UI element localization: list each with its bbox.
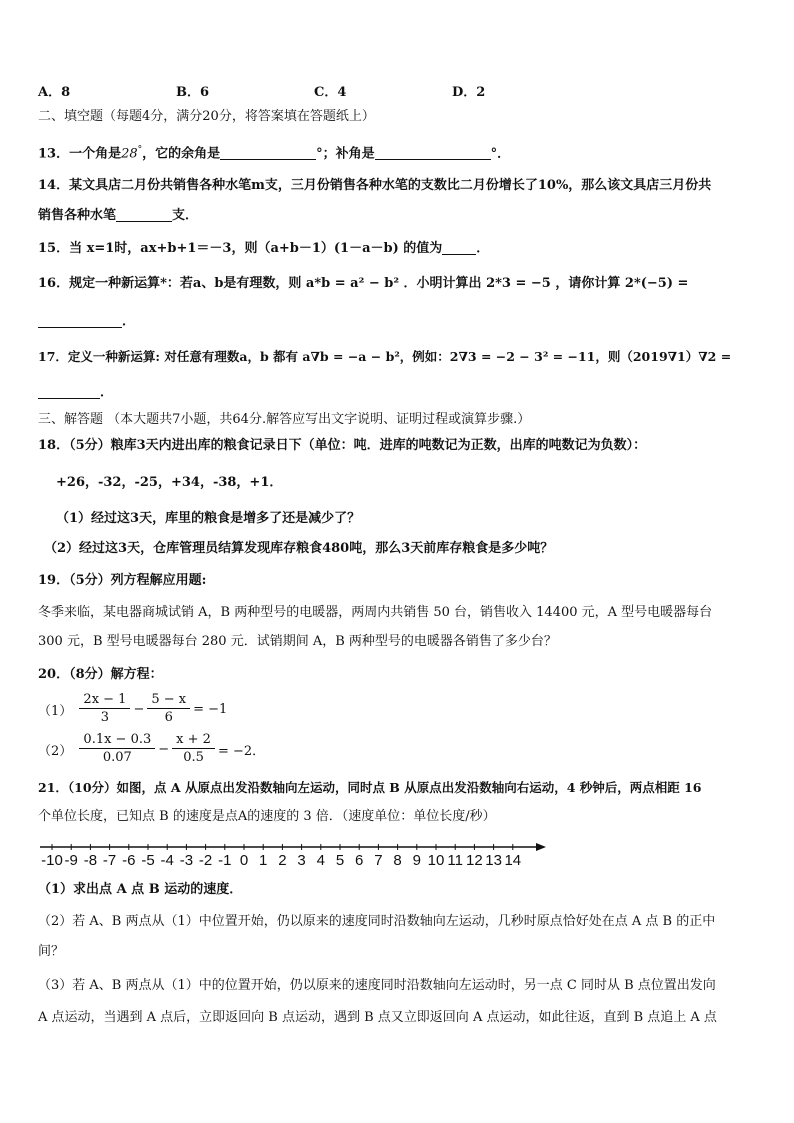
question-18-data: +26，-32，-25，+34，-38，+1． [56,475,283,490]
question-19-line1: 冬季来临，某电器商城试销 A，B 两种型号的电暖器，两周内共销售 50 台，销售收入 14400 元，A 型号电暖器每台 [38,605,713,620]
question-17-line1: 17．定义一种新运算: 对任意有理数a，b 都有 a∇b = −a − b²，例如：2∇3 = −2 − 3² = −11，则（2019∇1）∇2 = [38,349,732,364]
option-a: A．8 [38,85,71,100]
question-14-line1: 14．某文具店二月份共销售各种水笔m支，三月份销售各种水笔的支数比二月份增长了10%，那么该文具店三月份共 [38,178,712,193]
tick-label: 14 [504,852,522,868]
blank-q17[interactable] [38,384,100,399]
answer-options [38,83,590,103]
tick-label: 11 [447,852,463,868]
question-13: 13．一个角是28°，它的余角是 °；补角是 °． [38,145,511,162]
option-d: D．2 [452,85,486,100]
section-3-heading: 三、解答题 （本大题共7小题，共64分.解答应写出文字说明、证明过程或演算步骤.） [38,412,531,427]
tick-label: -7 [102,852,117,868]
question-21-line1: 21．（10分）如图，点 A 从原点出发沿数轴向左运动，同时点 B 从原点出发沿数轴向右运动，4 秒钟后，两点相距 16 [38,780,702,795]
section-2-heading: 二、填空题（每题4分，满分20分，将答案填在答题纸上） [38,109,375,124]
tick-label: 13 [485,852,502,868]
tick-label: -1 [218,852,232,868]
fraction: $\frac{x + 2}{0.5}$ [172,732,215,767]
question-16-line1: 16．规定一种新运算*：若a、b是有理数，则 a*b = a² − b² ．小明计算出 2*3 = −5 ，请你计算 2*(−5) = [38,276,689,291]
blank-q15[interactable] [442,240,476,255]
tick-label: 7 [374,852,383,868]
tick-label: 10 [427,852,445,868]
fraction: $\frac{5 - x}{6}$ [147,692,190,727]
question-21-part1: （1）求出点 A 点 B 运动的速度． [38,882,243,897]
tick-label: 4 [316,852,325,868]
tick-label: -3 [179,852,194,868]
tick-label: 2 [278,852,287,868]
question-16-line2: ． [38,312,135,332]
tick-label: 5 [335,852,345,868]
question-21-part2-line1: （2）若 A、B 两点从（1）中位置开始，仍以原来的速度同时沿数轴向左运动，几秒时原点恰好处在点 A 点 B 的正中 [38,914,716,929]
question-18-part1: （1）经过这3天，库里的粮食是增多了还是减少了？ [56,511,361,526]
question-18-part2: （2）经过这3天，仓库管理员结算发现库存粮食480吨，那么3天前库存粮食是多少吨？ [44,541,554,556]
tick-label: -4 [160,852,174,868]
question-18-title: 18．（5分）粮库3天内进出库的粮食记录日下（单位：吨．进库的吨数记为正数，出库的吨数记为负数）： [38,438,647,453]
tick-label: 0 [239,852,249,868]
question-19-line2: 300 元，B 型号电暖器每台 280 元．试销期间 A，B 两种型号的电暖器各销售了多少台？ [38,634,557,649]
equation-1: （1） $\frac{2x - 1}{3}$ − $\frac{5 - x}{6}$ = −1 [38,692,228,725]
question-19-title: 19．（5分）列方程解应用题: [38,573,207,588]
tick-label: -2 [198,852,213,868]
blank-complement[interactable] [220,145,316,160]
question-14-line2: 销售各种水笔 支． [38,208,199,223]
tick-label: -10 [41,852,63,868]
tick-label: 1 [259,852,268,868]
tick-label: 6 [355,852,364,868]
angle-value: 28 [121,146,138,162]
fraction: $\frac{0.1x - 0.3}{0.07}$ [79,732,155,767]
tick-label: 3 [297,852,306,868]
tick-label: -8 [83,852,98,868]
arrow-right-icon [536,843,546,851]
question-21-part2-line2: 间？ [38,944,65,959]
question-21-part3-line1: （3）若 A、B 两点从（1）中的位置开始，仍以原来的速度同时沿数轴向左运动时，另一点 C 同时从 B 点位置出发向 [38,978,716,993]
blank-q14[interactable] [116,207,172,222]
option-b: B．6 [176,85,210,100]
blank-q16[interactable] [38,313,122,328]
question-15: 15．当 x=1时，ax+b+1＝－3，则（a+b－1）(1－a－b) 的值为 ． [38,241,490,256]
question-20-title: 20．（8分）解方程： [38,667,163,682]
equation-2: （2） $\frac{0.1x - 0.3}{0.07}$ − $\frac{x + 2}{0.5}$ = −2． [38,732,266,765]
question-21-line2: 个单位长度，已知点 B 的速度是点A的速度的 3 倍．（速度单位：单位长度/秒） [38,809,496,824]
tick-label: -6 [122,852,136,868]
option-c: C．4 [314,85,347,100]
tick-label: 8 [393,852,402,868]
tick-label: -5 [141,852,155,868]
number-line [38,842,548,868]
fraction: $\frac{2x - 1}{3}$ [79,692,130,727]
tick-label: -9 [64,852,78,868]
blank-supplement[interactable] [375,145,491,160]
question-17-line2: ． [38,383,113,403]
tick-label: 9 [412,852,421,868]
tick-label: 12 [466,852,483,868]
question-21-part3-line2: A 点运动，当遇到 A 点后，立即返回向 B 点运动，遇到 B 点又立即返回向 A 点运动，如此往返，直到 B 点追上 A 点 [38,1010,717,1025]
